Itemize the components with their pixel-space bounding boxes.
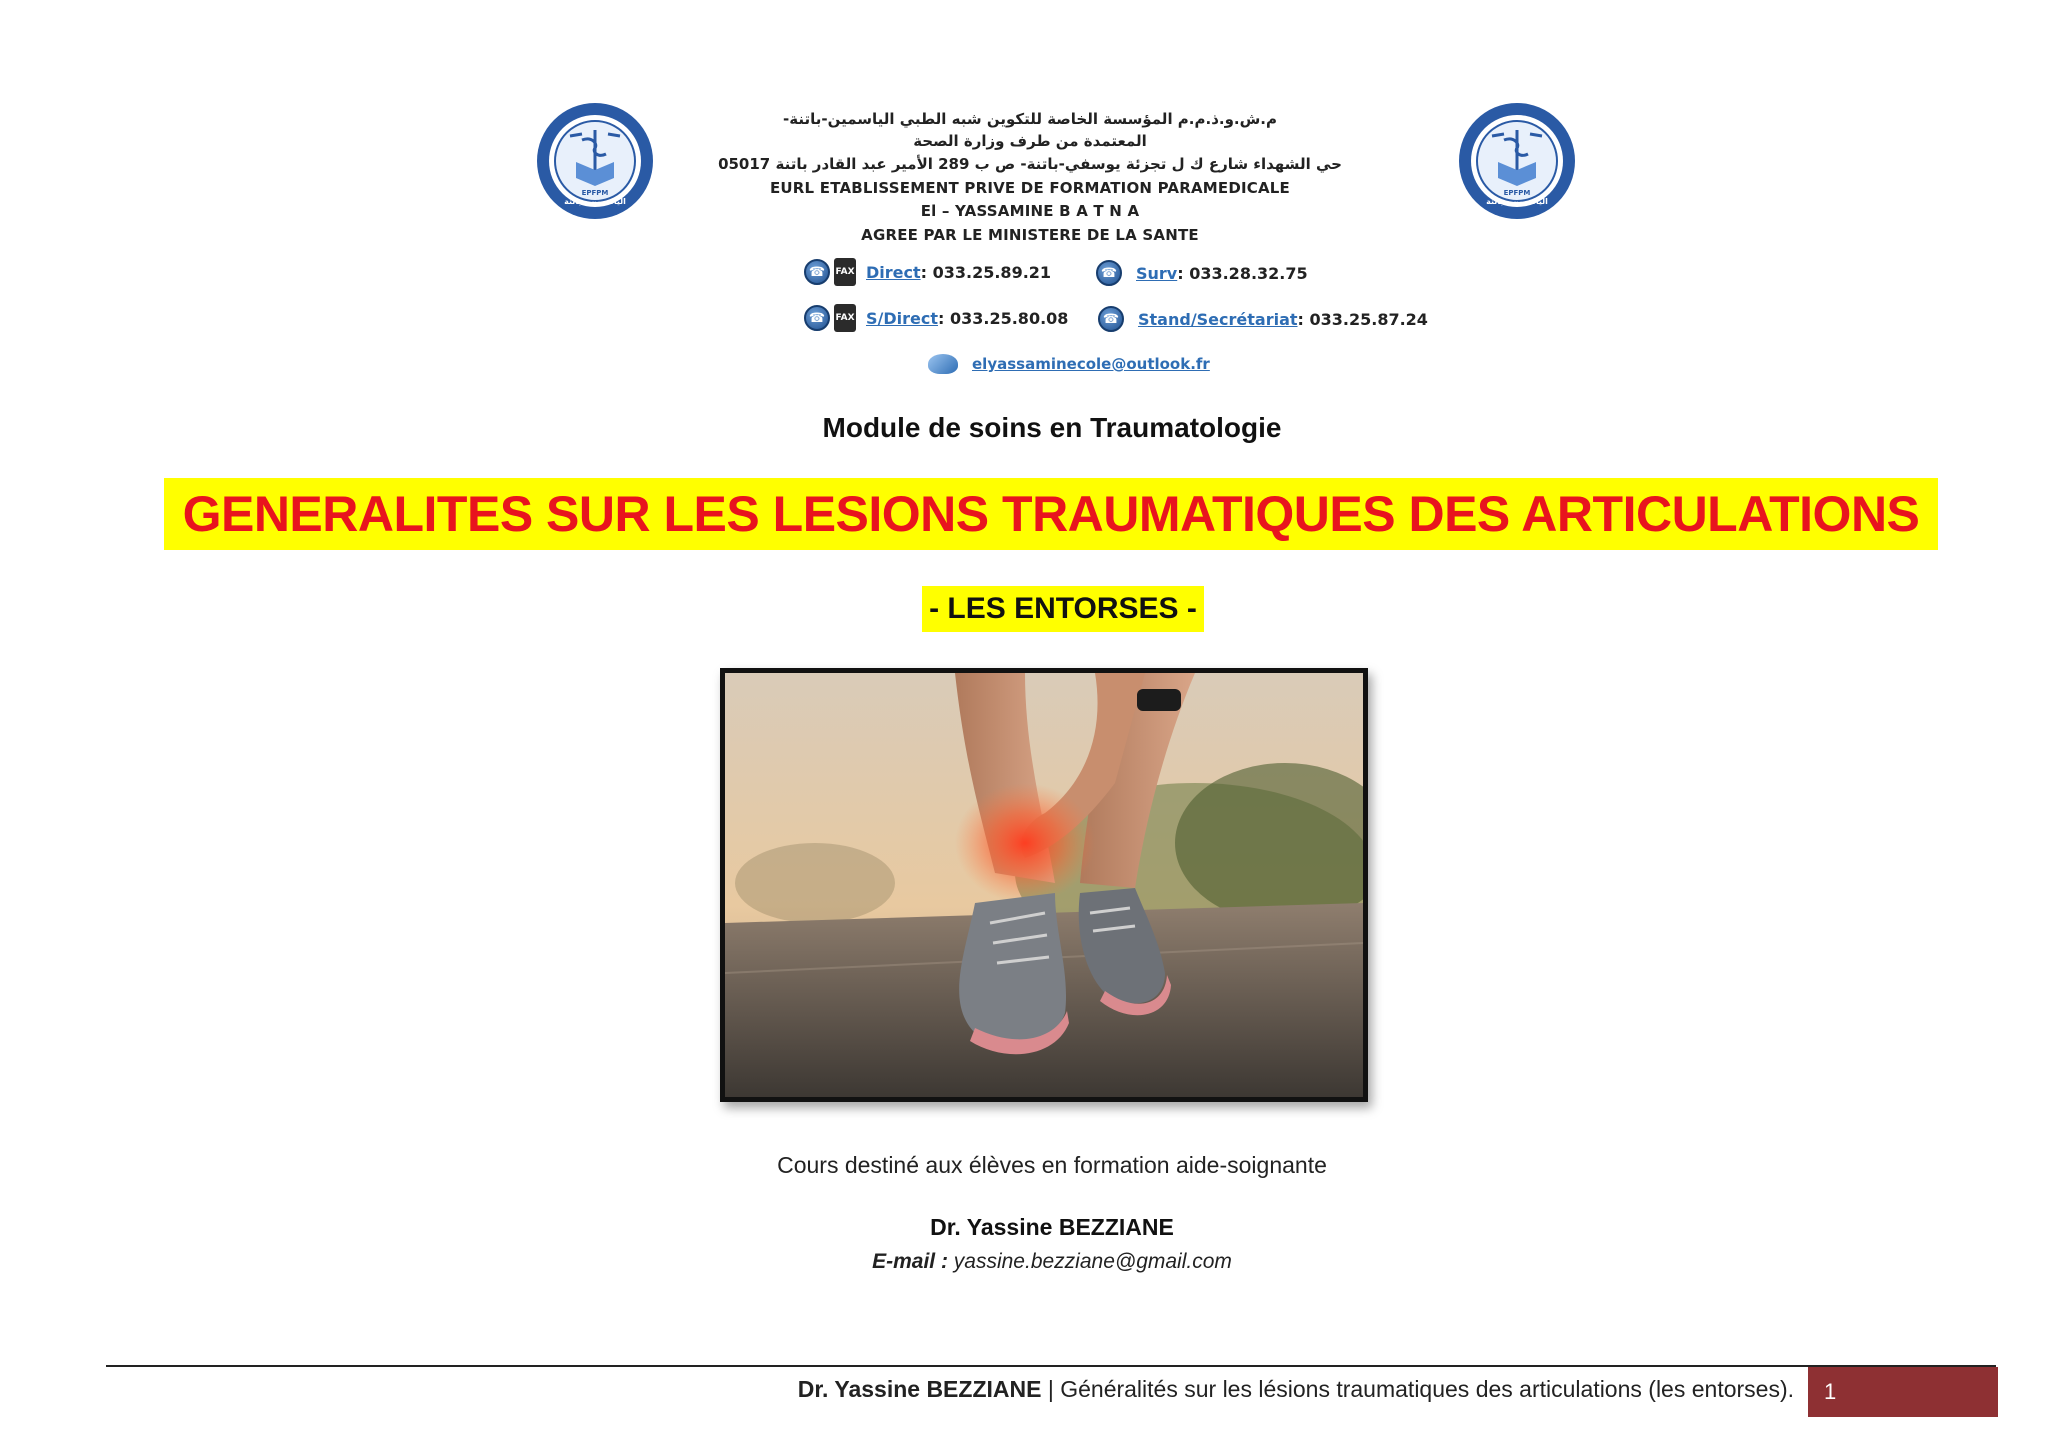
ankle-sprain-photo <box>720 668 1368 1102</box>
contact-direct-number: : 033.25.89.21 <box>920 262 1052 282</box>
contact-secretariat-label[interactable]: Stand/Secrétariat <box>1138 309 1298 329</box>
contact-surv <box>1096 260 1308 286</box>
page-number: 1 <box>1824 1379 1837 1404</box>
phone-icon: ☎ <box>1096 260 1122 286</box>
footer-author: Dr. Yassine BEZZIANE <box>797 1376 1042 1402</box>
sub-title-highlight <box>922 586 1204 632</box>
phone-icon: ☎ <box>804 305 830 331</box>
email-icon <box>928 354 958 374</box>
phone-icon: ☎ <box>804 259 830 285</box>
module-title: Module de soins en Traumatologie <box>822 412 1282 443</box>
contact-secretariat-number: : 033.25.87.24 <box>1297 309 1428 329</box>
contact-direct-label[interactable]: Direct <box>866 262 921 282</box>
header-email-link[interactable]: elyassaminecole@outlook.fr <box>972 355 1210 373</box>
phone-icon: ☎ <box>1098 306 1124 332</box>
school-logo-left <box>534 100 656 222</box>
logo-caption: الياسمين - باتنة <box>1486 197 1548 206</box>
fax-icon: FAX <box>834 258 856 286</box>
sub-title: - LES ENTORSES - <box>929 592 1197 625</box>
header-accreditation: AGREE PAR LE MINISTERE DE LA SANTE <box>861 226 1199 244</box>
author-email-line <box>0 1250 2048 1274</box>
contact-surv-number: : 033.28.32.75 <box>1177 263 1308 283</box>
contact-direct <box>804 258 1051 286</box>
author-name: Dr. Yassine BEZZIANE <box>930 1214 1174 1240</box>
header-arabic-line-3: حي الشهداء شارع ك ل تجزئة يوسفي-باتنة- ص ب 289 الأمير عبد القادر باتنة 05017 <box>718 155 1342 173</box>
header-email[interactable] <box>928 354 1210 374</box>
header-institution-city: El – YASSAMINE B A T N A <box>920 202 1140 220</box>
footer-text <box>798 1376 1794 1403</box>
contact-sdirect <box>804 304 1068 332</box>
header-arabic-line-1: م.ش.و.ذ.م.م المؤسسة الخاصة للتكوين شبه الطبي الياسمين-باتنة- <box>783 110 1277 128</box>
header-institution-name: EURL ETABLISSEMENT PRIVE DE FORMATION PARAMEDICALE <box>769 179 1290 197</box>
author-email[interactable]: yassine.bezziane@gmail.com <box>947 1250 1232 1273</box>
contact-secretariat <box>1098 306 1428 332</box>
footer-separator: | <box>1041 1376 1061 1402</box>
main-title-highlight <box>164 478 1938 550</box>
school-logo-right <box>1456 100 1578 222</box>
logo-text: EPFPM <box>1503 189 1531 197</box>
footer-divider <box>106 1365 1996 1367</box>
footer-document-title: Généralités sur les lésions traumatiques des articulations (les entorses). <box>1060 1376 1794 1402</box>
logo-caption: الياسمين - باتنة <box>564 197 626 206</box>
logo-text: EPFPM <box>581 189 609 197</box>
contact-sdirect-label[interactable]: S/Direct <box>866 308 939 328</box>
page-number-box <box>1808 1367 1998 1417</box>
fax-icon: FAX <box>834 304 856 332</box>
header-arabic-line-2: المعتمدة من طرف وزارة الصحة <box>913 132 1147 150</box>
author-email-label: E-mail : <box>872 1250 948 1273</box>
contact-surv-label[interactable]: Surv <box>1136 263 1178 283</box>
contact-sdirect-number: : 033.25.80.08 <box>938 308 1069 328</box>
course-audience-note: Cours destiné aux élèves en formation aide-soignante <box>777 1152 1327 1178</box>
main-title: GENERALITES SUR LES LESIONS TRAUMATIQUES DES ARTICULATIONS <box>182 486 1920 542</box>
